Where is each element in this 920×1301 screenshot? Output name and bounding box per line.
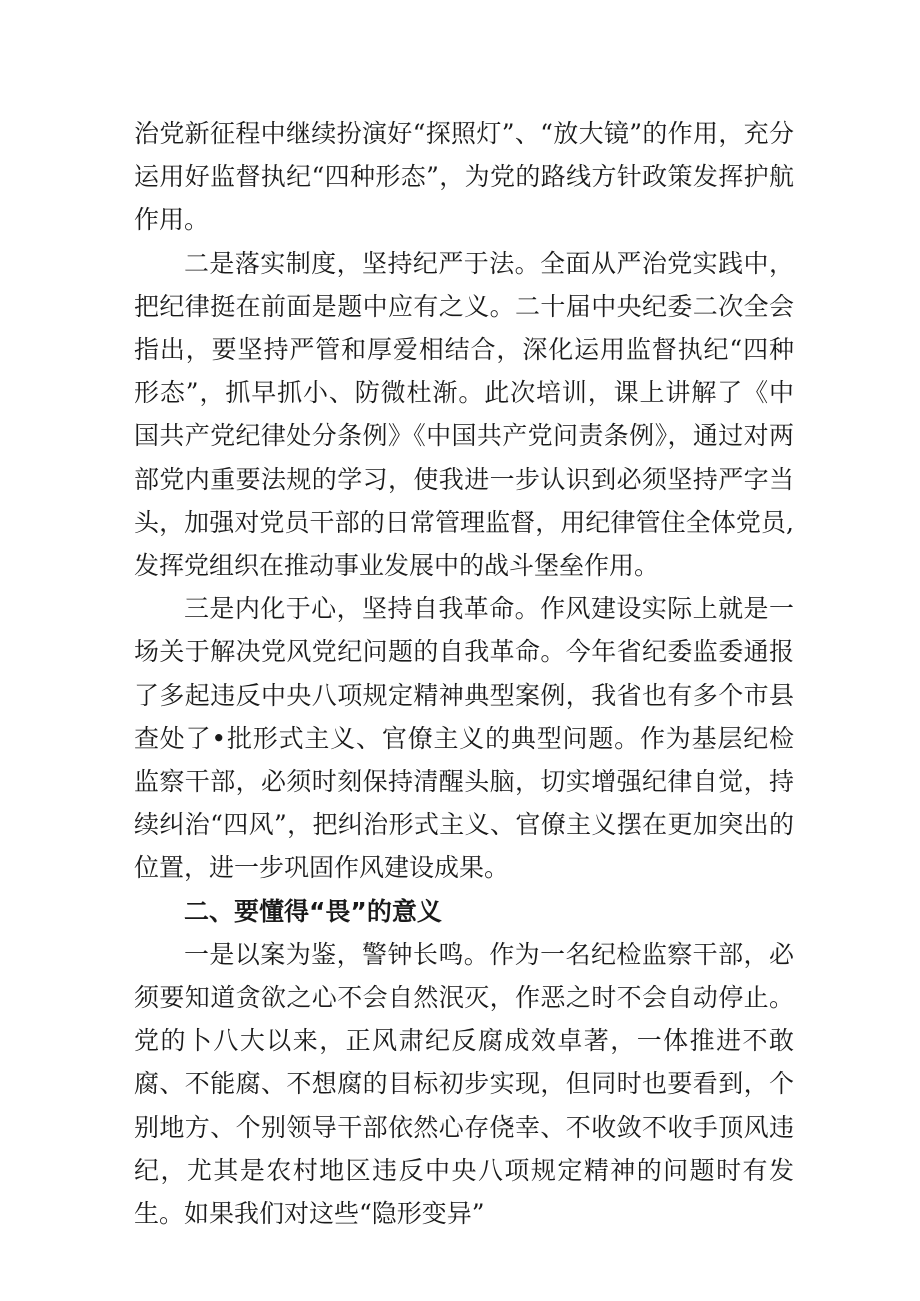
document-body xyxy=(134,112,794,1235)
paragraph-implement-system: 二是落实制度，坚持纪严于法。全面从严治党实践中，把纪律挺在前面是题中应有之义。二十届中央纪委二次全会指出，要坚持严管和厚爱相结合，深化运用监督执纪“四种形态”，抓早抓小、防微杜渐。此次培训，课上讲解了《中国共产党纪律处分条例》《中国共产党问责条例》，通过对两部党内重要法规的学习，使我进一步认识到必须坚持严字当头，加强对党员干部的日常管理监督，用纪律管住全体党员,发挥党组织在推动事业发展中的战斗堡垒作用。 xyxy=(134,248,794,581)
paragraph-learn-from-cases: 一是以案为鉴，警钟长鸣。作为一名纪检监察干部，必须要知道贪欲之心不会自然泯灭，作恶之时不会自动停止。党的卜八大以来，正风肃纪反腐成效卓著，一体推进不敢腐、不能腐、不想腐的目标初步实现，但同时也要看到，个别地方、个别领导干部依然心存侥幸、不收敛不收手顶风违纪，尤其是农村地区违反中央八项规定精神的问题时有发生。如果我们对这些“隐形变异” xyxy=(134,939,794,1229)
paragraph-continuation: 治党新征程中继续扮演好“探照灯”、“放大镜”的作用，充分运用好监督执纪“四种形态”，为党的路线方针政策发挥护航作用。 xyxy=(134,119,794,235)
section-heading: 二、要懂得“畏”的意义 xyxy=(184,896,442,926)
paragraph-self-revolution: 三是内化于心，坚持自我革命。作风建设实际上就是一场关于解决党风党纪问题的自我革命。今年省纪委监委通报了多起违反中央八项规定精神典型案例，我省也有多个市县查处了•批形式主义、官僚主义的典型问题。作为基层纪检监察干部，必须时刻保持清醒头脑，切实增强纪律自觉，持续纠治“四风”，把纠治形式主义、官僚主义摆在更加突出的位置，进一步巩固作风建设成果。 xyxy=(134,594,794,883)
